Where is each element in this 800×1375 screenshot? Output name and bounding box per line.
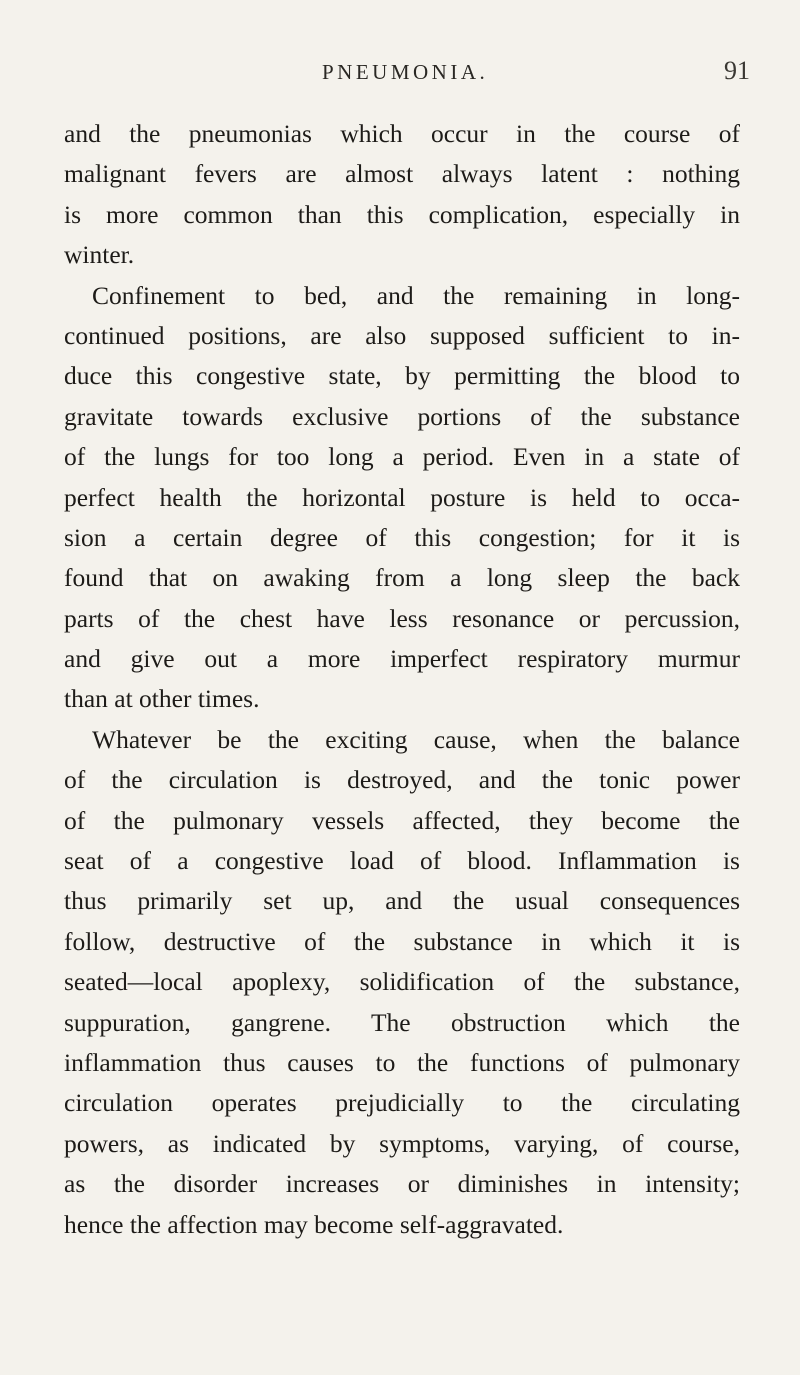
text-line: suppuration, gangrene. The obstruction which the	[64, 1007, 740, 1037]
text-line: and give out a more imperfect respiratory murmur	[64, 644, 740, 674]
text-line: Whatever be the exciting cause, when the balance	[92, 724, 740, 754]
page-number: 91	[724, 56, 750, 85]
text-line: Confinement to bed, and the remaining in long-	[92, 280, 740, 310]
text-line: malignant fevers are almost always latent : nothing	[64, 159, 740, 189]
text-line: sion a certain degree of this congestion; for it is	[64, 522, 740, 552]
text-line: is more common than this complication, especially in	[64, 199, 740, 229]
text-line: found that on awaking from a long sleep the back	[64, 563, 740, 593]
text-line: and the pneumonias which occur in the course of	[64, 119, 740, 148]
body-text	[64, 114, 740, 1245]
text-line: continued positions, are also supposed sufficient to in-	[64, 320, 740, 350]
text-line: seated—local apoplexy, solidification of the substance,	[64, 967, 740, 997]
text-line: as the disorder increases or diminishes in intensity;	[64, 1169, 740, 1199]
text-line: winter.	[64, 240, 135, 270]
text-line: parts of the chest have less resonance or percussion,	[64, 603, 740, 633]
text-line: seat of a congestive load of blood. Inflammation is	[64, 846, 740, 876]
text-line: duce this congestive state, by permitting the blood to	[64, 361, 740, 391]
running-head-title: PNEUMONIA.	[322, 60, 489, 84]
text-line: perfect health the horizontal posture is held to occa-	[64, 482, 740, 512]
text-line: of the lungs for too long a period. Even in a state of	[64, 442, 740, 472]
text-line: gravitate towards exclusive portions of the substance	[64, 401, 740, 431]
text-line: powers, as indicated by symptoms, varying, of course,	[64, 1128, 740, 1158]
text-line: of the pulmonary vessels affected, they become the	[64, 805, 740, 835]
text-line: circulation operates prejudicially to the circulating	[64, 1088, 740, 1118]
text-line: than at other times.	[64, 684, 260, 714]
text-line: follow, destructive of the substance in which it is	[64, 926, 740, 956]
running-head	[0, 56, 800, 100]
text-line: hence the affection may become self-aggravated.	[64, 1209, 564, 1239]
text-line: inflammation thus causes to the functions of pulmonary	[64, 1047, 740, 1077]
text-line: thus primarily set up, and the usual consequences	[64, 886, 740, 916]
text-line: of the circulation is destroyed, and the tonic power	[64, 765, 740, 795]
